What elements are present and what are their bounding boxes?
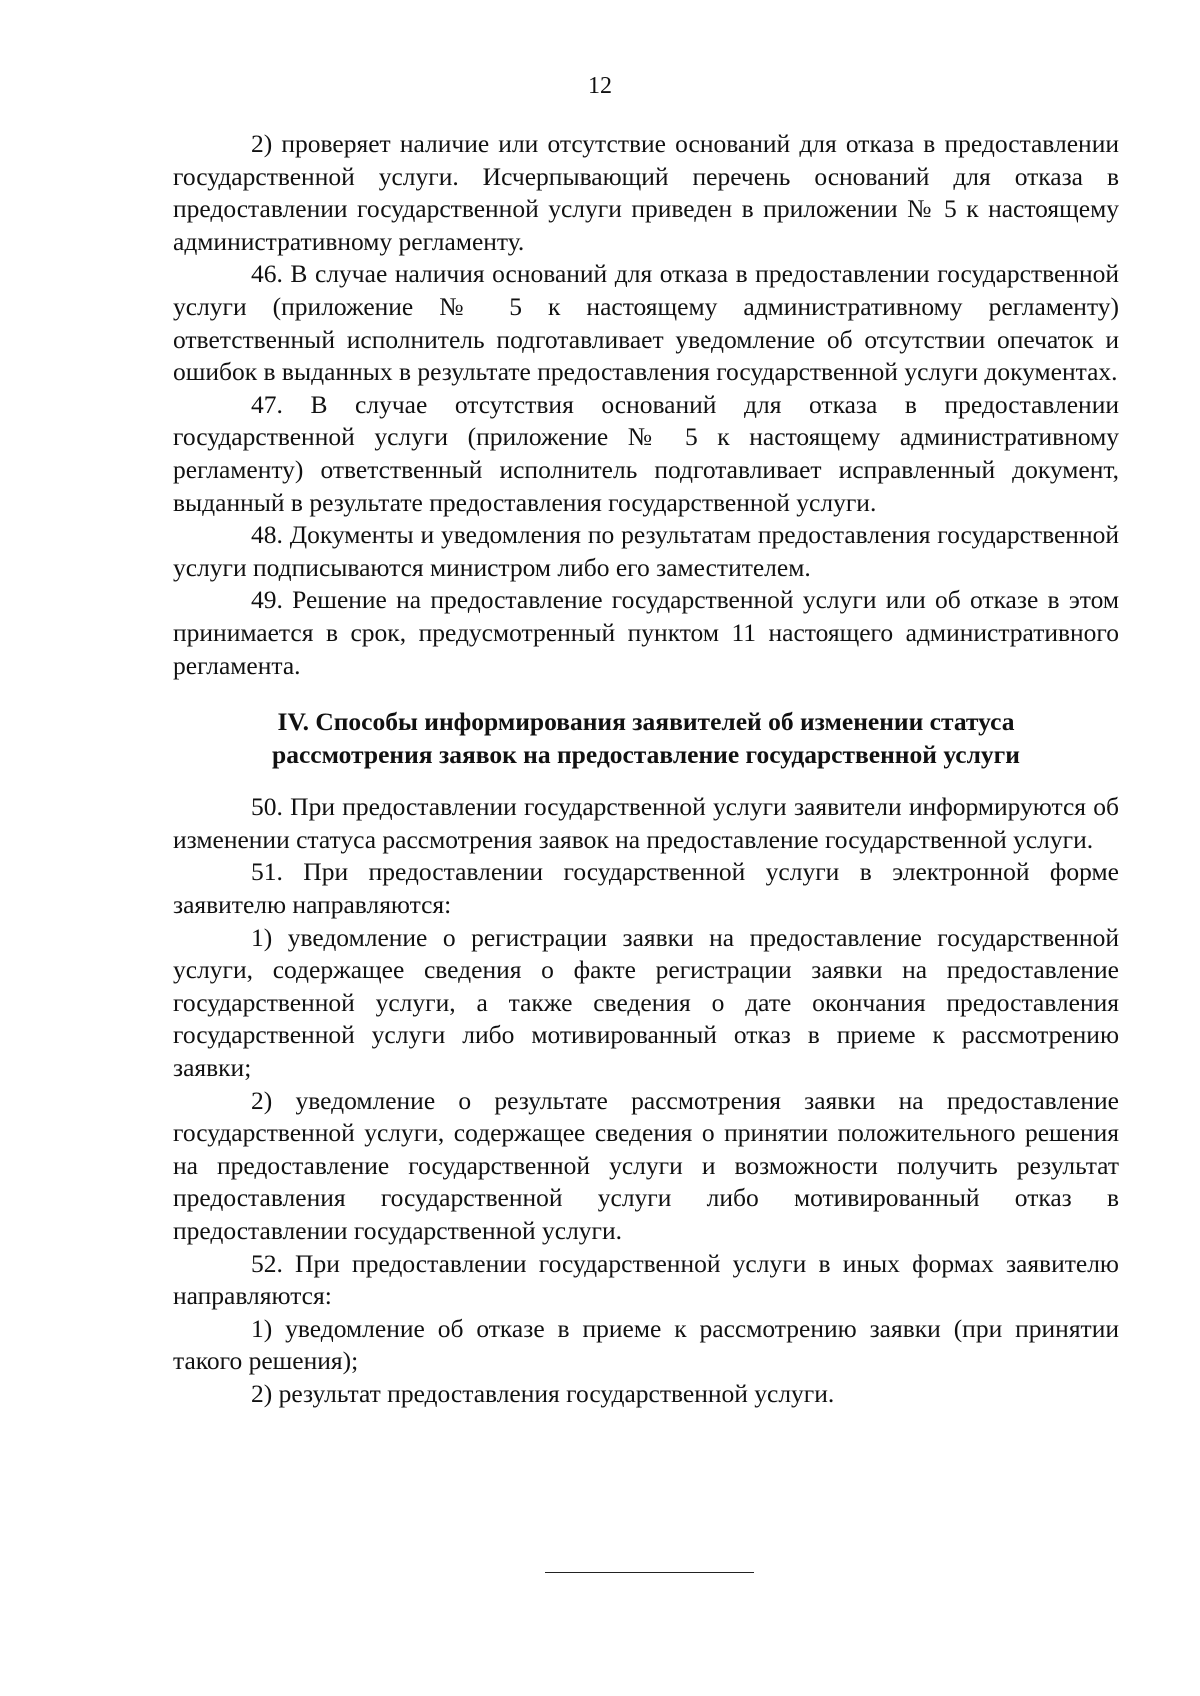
- paragraph-48: 48. Документы и уведомления по результатам предоставления государственной услуги подписываются министром либо его заместителем.: [173, 520, 1119, 582]
- section-heading: [173, 706, 1119, 771]
- paragraph-52-item-1: 1) уведомление об отказе в приеме к рассмотрению заявки (при принятии такого решения);: [173, 1313, 1119, 1376]
- section-heading-line-2: рассмотрения заявок на предоставление государственной услуги: [272, 739, 1020, 769]
- paragraph-52-item-2: 2) результат предоставления государственной услуги.: [251, 1378, 835, 1408]
- page-number: 12: [588, 73, 612, 99]
- section-heading-line-1: IV. Способы информирования заявителей об изменении статуса: [277, 707, 1015, 737]
- paragraph-51: 51. При предоставлении государственной услуги в электронной форме заявителю направляются:: [173, 857, 1119, 920]
- paragraph-49: 49. Решение на предоставление государственной услуги или об отказе в этом принимается в срок, предусмотренный пунктом 11 настоящего административного регламента.: [173, 585, 1119, 680]
- document-body: [173, 128, 1119, 1411]
- paragraph-47: 47. В случае отсутствия оснований для отказа в предоставлении государственной услуги (приложение № 5 к настоящему административному регламенту) ответственный исполнитель подготавливает исправленный документ, выданный в результате предоставления государственной услуги.: [173, 389, 1119, 517]
- paragraph-52: 52. При предоставлении государственной услуги в иных формах заявителю направляются:: [173, 1248, 1119, 1311]
- paragraph-46: 46. В случае наличия оснований для отказа в предоставлении государственной услуги (приложение № 5 к настоящему административному регламенту) ответственный исполнитель подготавливает уведомление об отсутствии опечаток и ошибок в выданных в результате предоставления государственной услуги документах.: [173, 259, 1119, 387]
- paragraph-item-2: 2) проверяет наличие или отсутствие оснований для отказа в предоставлении государственной услуги. Исчерпывающий перечень оснований для отказа в предоставлении государственной услуги приведен в приложении № 5 к настоящему административному регламенту.: [173, 129, 1119, 256]
- paragraph-51-item-2: 2) уведомление о результате рассмотрения заявки на предоставление государственной услуги, содержащее сведения о принятии положительного решения на предоставление государственной услуги и возможности получить результат предоставления государственной услуги либо мотивированный отказ в предоставлении государственной услуги.: [173, 1085, 1119, 1245]
- end-of-document-rule: [545, 1572, 754, 1573]
- paragraph-51-item-1: 1) уведомление о регистрации заявки на предоставление государственной услуги, содержащее сведения о факте регистрации заявки на предоставление государственной услуги, а также сведения о дате окончания предоставления государственной услуги либо мотивированный отказ в приеме к рассмотрению заявки;: [173, 922, 1119, 1083]
- paragraph-50: 50. При предоставлении государственной услуги заявители информируются об изменении статуса рассмотрения заявок на предоставление государственной услуги.: [173, 792, 1119, 854]
